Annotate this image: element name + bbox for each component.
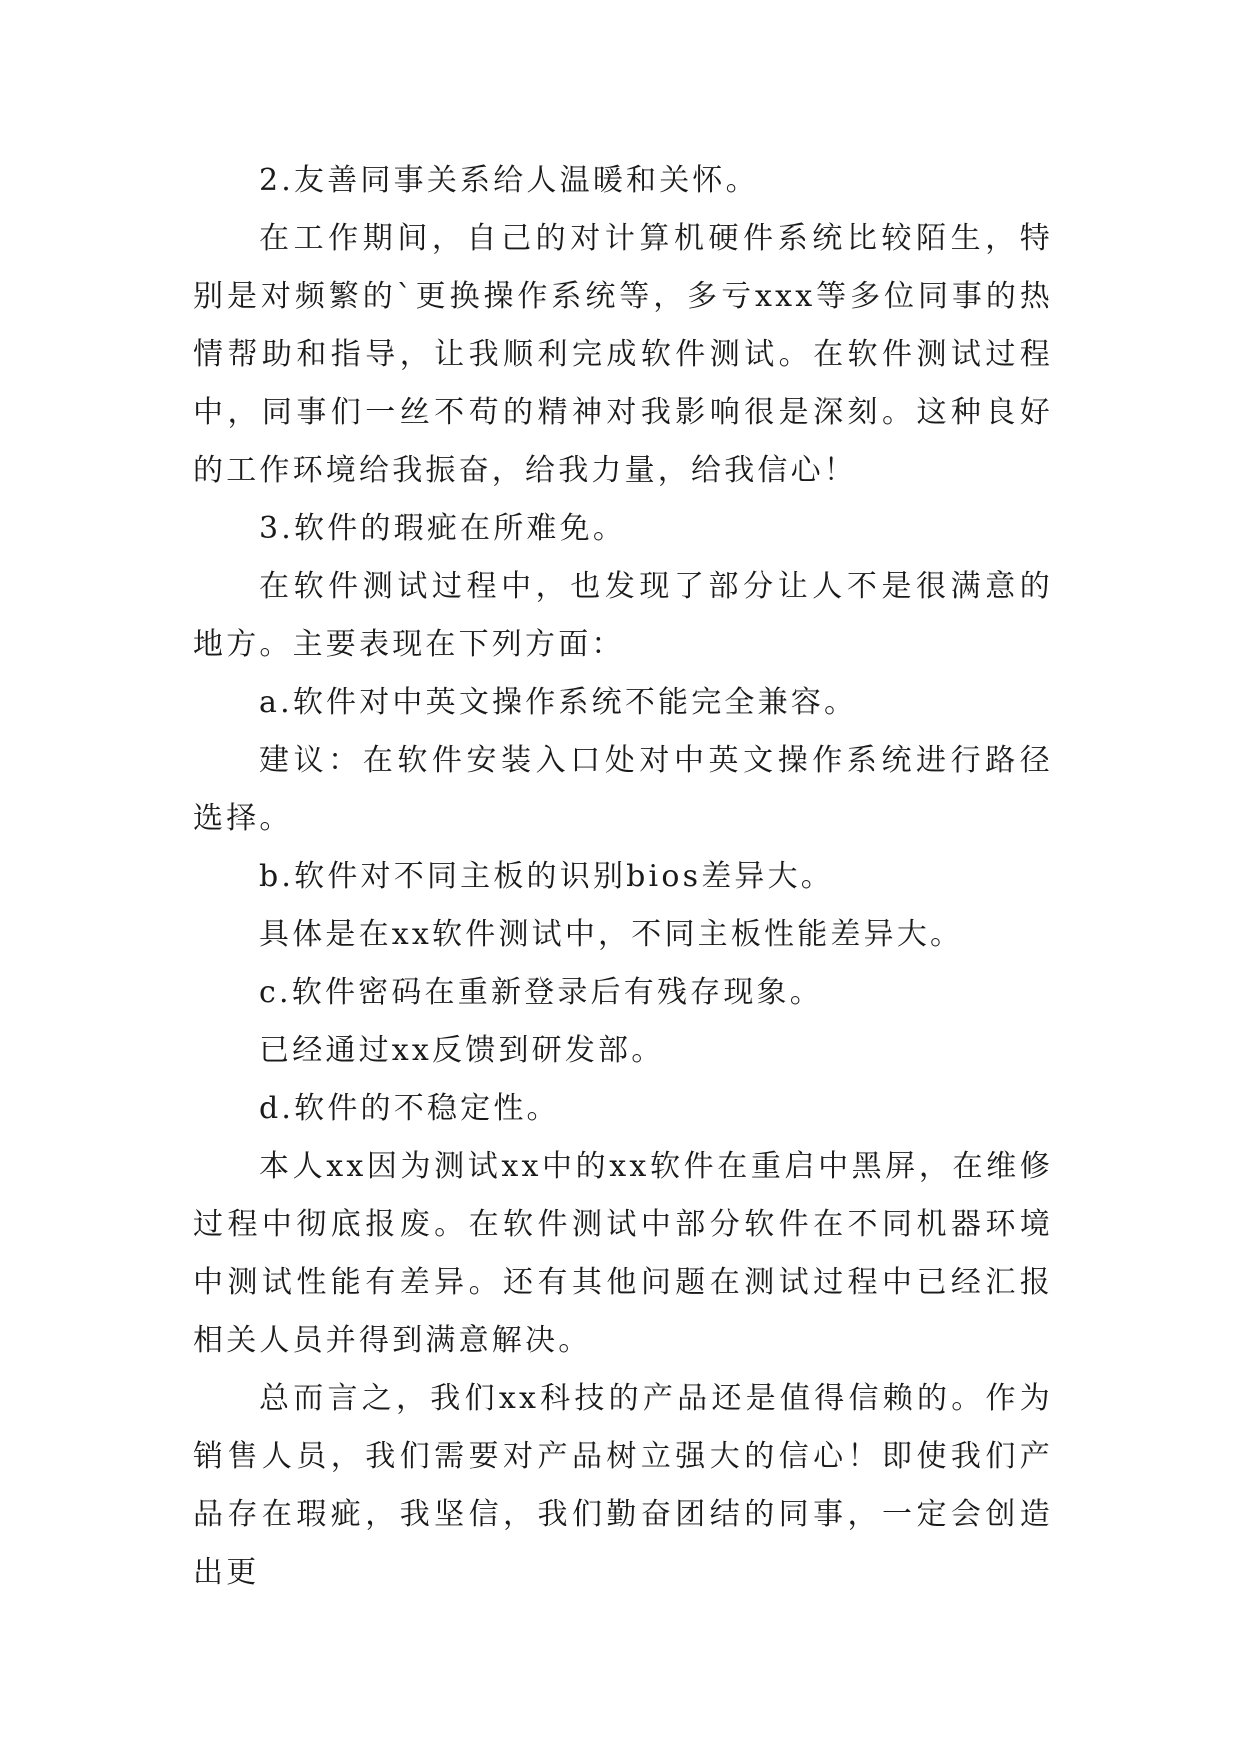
paragraph-item-a: a.软件对中英文操作系统不能完全兼容。 [259,685,858,720]
paragraph-work-period: 在工作期间，自己的对计算机硬件系统比较陌生，特别是对频繁的`更换操作系统等，多亏xxx等多位同事的热情帮助和指导，让我顺利完成软件测试。在软件测试过程中，同事们一丝不苟的精神对我影响很是深刻。这种良好的工作环境给我振奋，给我力量，给我信心！ [193,221,1053,488]
paragraph-suggestion: 建议：在软件安装入口处对中英文操作系统进行路径选择。 [193,743,1053,836]
paragraph-item-c-detail: 已经通过xx反馈到研发部。 [259,1033,665,1068]
paragraph-testing-findings: 在软件测试过程中，也发现了部分让人不是很满意的地方。主要表现在下列方面： [193,569,1053,662]
document-page [193,152,1053,1602]
paragraph-software-flaws-heading: 3.软件的瑕疵在所难免。 [259,511,627,546]
paragraph-item-c: c.软件密码在重新登录后有残存现象。 [259,975,823,1010]
paragraph-item-b: b.软件对不同主板的识别bios差异大。 [259,859,834,894]
paragraph-item-d: d.软件的不稳定性。 [259,1091,560,1126]
paragraph-item-d-detail: 本人xx因为测试xx中的xx软件在重启中黑屏，在维修过程中彻底报废。在软件测试中部分软件在不同机器环境中测试性能有差异。还有其他问题在测试过程中已经汇报相关人员并得到满意解决。 [193,1149,1053,1358]
paragraph-item-b-detail: 具体是在xx软件测试中，不同主板性能差异大。 [259,917,964,952]
paragraph-colleague-relations-heading: 2.友善同事关系给人温暖和关怀。 [259,163,759,198]
paragraph-conclusion: 总而言之，我们xx科技的产品还是值得信赖的。作为销售人员，我们需要对产品树立强大的信心！即使我们产品存在瑕疵，我坚信，我们勤奋团结的同事，一定会创造出更 [193,1381,1053,1590]
